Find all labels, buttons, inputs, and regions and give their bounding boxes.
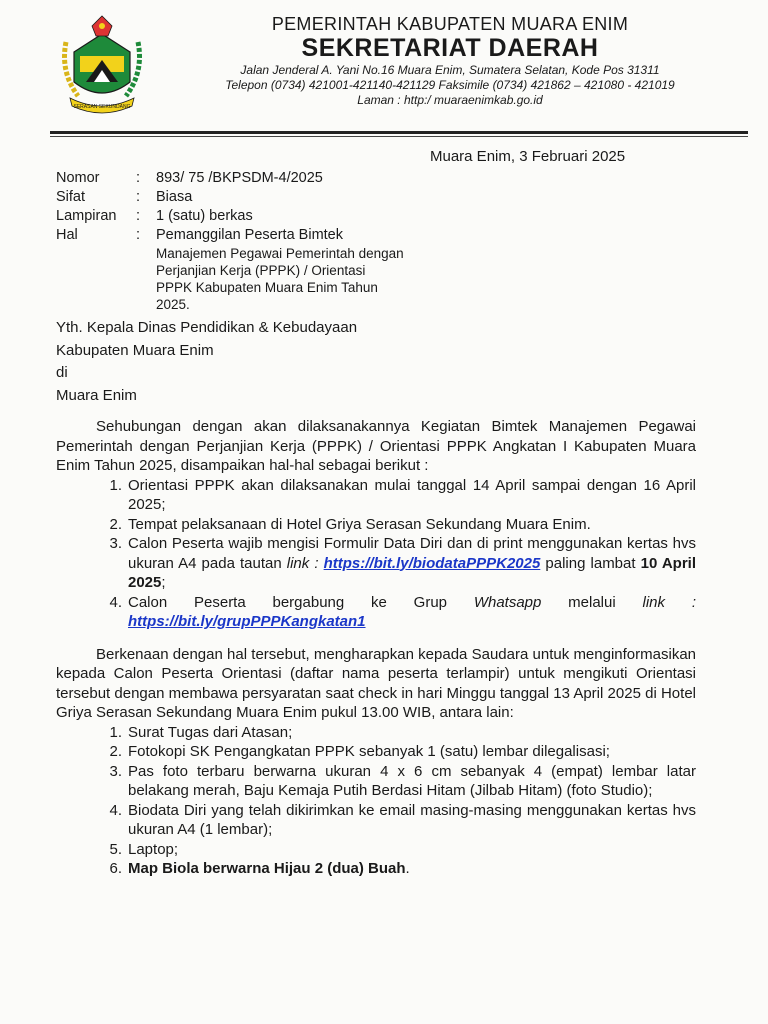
government-name: PEMERINTAH KABUPATEN MUARA ENIM [271, 14, 629, 34]
item4-colon: : [691, 593, 696, 611]
recipient-line: di [56, 364, 68, 381]
list-item [56, 840, 696, 860]
office-address: Jalan Jenderal A. Yani No.16 Muara Enim, Sumatera Selatan, Kode Pos 31311 [240, 63, 660, 77]
recipient-line: Kabupaten Muara Enim [56, 341, 214, 359]
biodata-form-link[interactable]: https://bit.ly/biodataPPPK2025 [323, 554, 541, 572]
meta-colon: : [136, 208, 141, 224]
letterhead-divider-thin [50, 136, 748, 137]
list-number: 2. [109, 743, 122, 760]
list-text [128, 859, 696, 879]
item3-link-label: link : [286, 554, 319, 572]
meta-row-lampiran [56, 207, 436, 226]
list-number: 1. [109, 723, 122, 741]
list-text: Tempat pelaksanaan di Hotel Griya Serasan Sekundang Muara Enim. [128, 515, 591, 533]
letter-meta [56, 169, 436, 313]
list-number: 2. [109, 515, 122, 533]
meta-row-nomor [56, 169, 436, 188]
list-text: Surat Tugas dari Atasan; [128, 723, 293, 741]
list-number: 1. [109, 476, 122, 494]
letter-body [56, 417, 696, 879]
meta-value-hal [156, 226, 436, 313]
hal-line: PPPK Kabupaten Muara Enim Tahun [156, 280, 378, 295]
item4-word: ke [371, 593, 387, 611]
meta-value-nomor: 893/ 75 /BKPSDM-4/2025 [156, 170, 323, 186]
item4-word: Peserta [194, 593, 246, 611]
hal-line: Perjanjian Kerja (PPPK) / Orientasi [156, 263, 366, 278]
item3-text: Calon Peserta wajib mengisi Formulir Data Diri dan di print menggunakan kertas hvs ukuran A4 pada tautan [128, 535, 696, 572]
meta-row-hal [56, 226, 436, 313]
list-item [56, 476, 696, 515]
details-list [56, 476, 696, 632]
list-item [56, 801, 696, 840]
list-item [56, 593, 696, 632]
requirements-list [56, 723, 696, 879]
meta-colon: : [136, 189, 141, 205]
muara-enim-coat-of-arms-logo [52, 12, 152, 122]
item4-line [128, 593, 696, 613]
meta-value-sifat: Biasa [156, 189, 193, 205]
list-item [56, 762, 696, 801]
meta-colon: : [136, 170, 141, 186]
whatsapp-group-link[interactable]: https://bit.ly/grupPPPKangkatan1 [128, 613, 366, 630]
letterhead-divider [50, 131, 748, 134]
meta-label: Hal [56, 227, 78, 243]
item4-word: melalui [568, 593, 616, 611]
list-text [128, 534, 696, 593]
item3-end: ; [161, 574, 166, 591]
hal-line: Manajemen Pegawai Pemerintah dengan [156, 246, 404, 261]
meta-value-lampiran: 1 (satu) berkas [156, 208, 253, 224]
item3-mid: paling lambat [540, 554, 641, 572]
meta-label: Nomor [56, 170, 100, 186]
list-item [56, 515, 696, 535]
intro-paragraph: Sehubungan dengan akan dilaksanakannya Kegiatan Bimtek Manajemen Pegawai Pemerintah dengan Perjanjian Kerja (PPPK) / Orientasi PPPK Angkatan I Kabupaten Muara Enim Tahun 2025, disampaikan hal-hal sebagai berikut : [56, 418, 696, 474]
deadline-date: 10 April 2025 [128, 554, 696, 591]
list-text-end: . [405, 860, 410, 877]
list-text [128, 593, 696, 632]
list-number: 5. [109, 840, 122, 858]
recipient-line: Muara Enim [56, 386, 137, 404]
office-phone: Telepon (0734) 421001-421140-421129 Faksimile (0734) 421862 – 421080 - 421019 [225, 78, 675, 92]
list-text: Pas foto terbaru berwarna ukuran 4 x 6 cm sebanyak 4 (empat) lembar latar belakang merah, Baju Kemaja Putih Berdasi Hitam (Jilbab Hitam) (foto Studio); [128, 762, 696, 799]
list-text: Biodata Diri yang telah dikirimkan ke email masing-masing menggunakan kertas hvs ukuran A4 (1 lembar); [128, 801, 696, 838]
logo-motto-text: SERASAN SEKUNDANG [73, 104, 131, 110]
list-item [56, 859, 696, 879]
office-name: SEKRETARIAT DAERAH [301, 34, 599, 62]
list-number: 6. [109, 860, 122, 877]
spacer [56, 632, 696, 645]
list-text: Fotokopi SK Pengangkatan PPPK sebanyak 1 (satu) lembar dilegalisasi; [128, 743, 610, 760]
list-text: Orientasi PPPK akan dilaksanakan mulai tanggal 14 April sampai dengan 16 April 2025; [128, 476, 696, 513]
list-item [56, 742, 696, 762]
item4-word: bergabung [272, 593, 345, 611]
list-number: 4. [109, 593, 122, 611]
list-number: 3. [109, 762, 122, 780]
list-text: Laptop; [128, 840, 179, 858]
item4-word: Grup [413, 593, 448, 611]
meta-colon: : [136, 227, 141, 243]
item4-link-label: link [642, 593, 666, 611]
meta-label: Sifat [56, 189, 86, 205]
meta-label: Lampiran [56, 208, 117, 224]
requirements-paragraph: Berkenaan dengan hal tersebut, mengharapkan kepada Saudara untuk menginformasikan kepada Calon Peserta Orientasi (daftar nama peserta terlampir) untuk mengikuti Orientasi tersebut dengan membawa persyaratan saat check in hari Minggu tanggal 13 April 2025 di Hotel Griya Serasan Sekundang Muara Enim pukul 13.00 WIB, antara lain: [56, 645, 696, 721]
list-item [56, 534, 696, 593]
meta-row-sifat [56, 188, 436, 207]
hal-line: 2025. [156, 297, 190, 312]
office-website[interactable]: Laman : http:/ muaraenimkab.go.id [357, 93, 543, 107]
list-number: 4. [109, 801, 122, 819]
hal-line: Pemanggilan Peserta Bimtek [156, 227, 343, 243]
letter-date: Muara Enim, 3 Februari 2025 [430, 148, 626, 165]
whatsapp-word: Whatsapp [473, 593, 542, 611]
list-number: 3. [109, 535, 122, 552]
item4-word: Calon [128, 593, 168, 611]
list-text-bold: Map Biola berwarna Hijau 2 (dua) Buah [128, 860, 406, 877]
recipient-line: Yth. Kepala Dinas Pendidikan & Kebudayaan [56, 319, 358, 336]
recipient-block [56, 317, 357, 407]
list-item [56, 723, 696, 743]
